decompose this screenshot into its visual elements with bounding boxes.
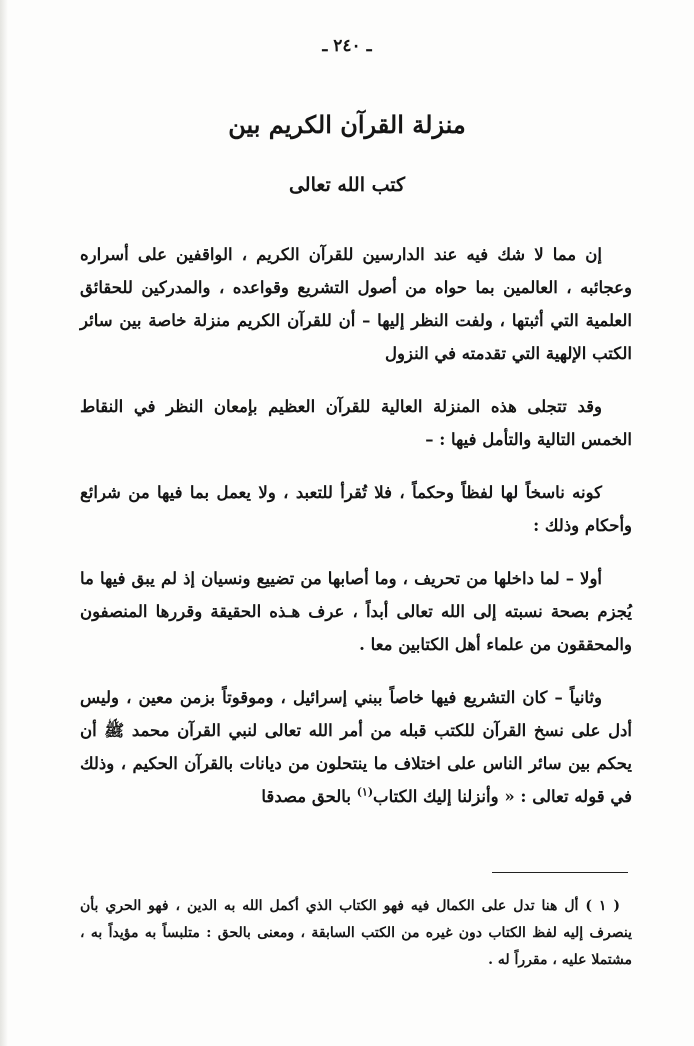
paragraph-3: كونه ناسخاً لها لفظاً وحكماً ، فلا تُقرأ للتعبد ، ولا يعمل بما فيها من شرائع وأحكام وذلك : [80,483,632,535]
footnote-divider [492,872,628,873]
footnote-reference: (١) [356,785,374,799]
paragraph-5-text: وثانياً – كان التشريع فيها خاصاً ببني إسرائيل ، وموقوتاً بزمن معين ، وليس أدل على نسخ القرآن للكتب قبله من أمر الله تعالى لنبي القرآن محمد ﷺ أن يحكم بين سائر الناس على اختلاف ما ينتحلون من ديانات بالقرآن الحكيم ، وذلك في قوله تعالى : « وأنزلنا إليك الكتاب [80,688,632,806]
body-text [80,238,632,833]
page-number: ـ ٢٤٠ ـ [322,36,372,56]
paragraph-5-tail: بالحق مصدقا [261,787,357,806]
page-edge-shadow [0,0,8,1046]
paragraph-2: وقد تتجلى هذه المنزلة العالية للقرآن العظيم بإمعان النظر في النقاط الخمس التالية والتأمل فيها : – [80,397,632,449]
footnotes [80,893,632,974]
paragraph-1: إن مما لا شك فيه عند الدارسين للقرآن الكريم ، الواقفين على أسراره وعجائبه ، العالمين بما حواه من أصول التشريع وقواعده ، والمدركين للحقائق العلمية التي أثبتها ، ولفت النظر إليها – أن للقرآن الكريم منزلة خاصة بين سائر الكتب الإلهية التي تقدمته في النزول [80,245,632,363]
chapter-title: منزلة القرآن الكريم بين [228,110,466,139]
paragraph-4: أولا – لما داخلها من تحريف ، وما أصابها من تضييع ونسيان إذ لم يبق فيها ما يُجزم بصحة نسبته إلى الله تعالى أبداً ، عرف هـذه الحقيقة وقررها المنصفون والمحققون من علماء أهل الكتابين معا . [80,569,632,654]
footnote-1: ( ١ ) أل هنا تدل على الكمال فيه فهو الكتاب الذي أكمل الله به الدين ، فهو الحري بأن ينصرف إليه لفظ الكتاب دون غيره من الكتب السابقة ، ومعنى بالحق : متلبساً به مؤيداً به ، مشتملا عليه ، مقرراً له . [80,898,632,968]
paragraph-5 [80,681,632,813]
chapter-subtitle: كتب الله تعالى [288,174,406,196]
